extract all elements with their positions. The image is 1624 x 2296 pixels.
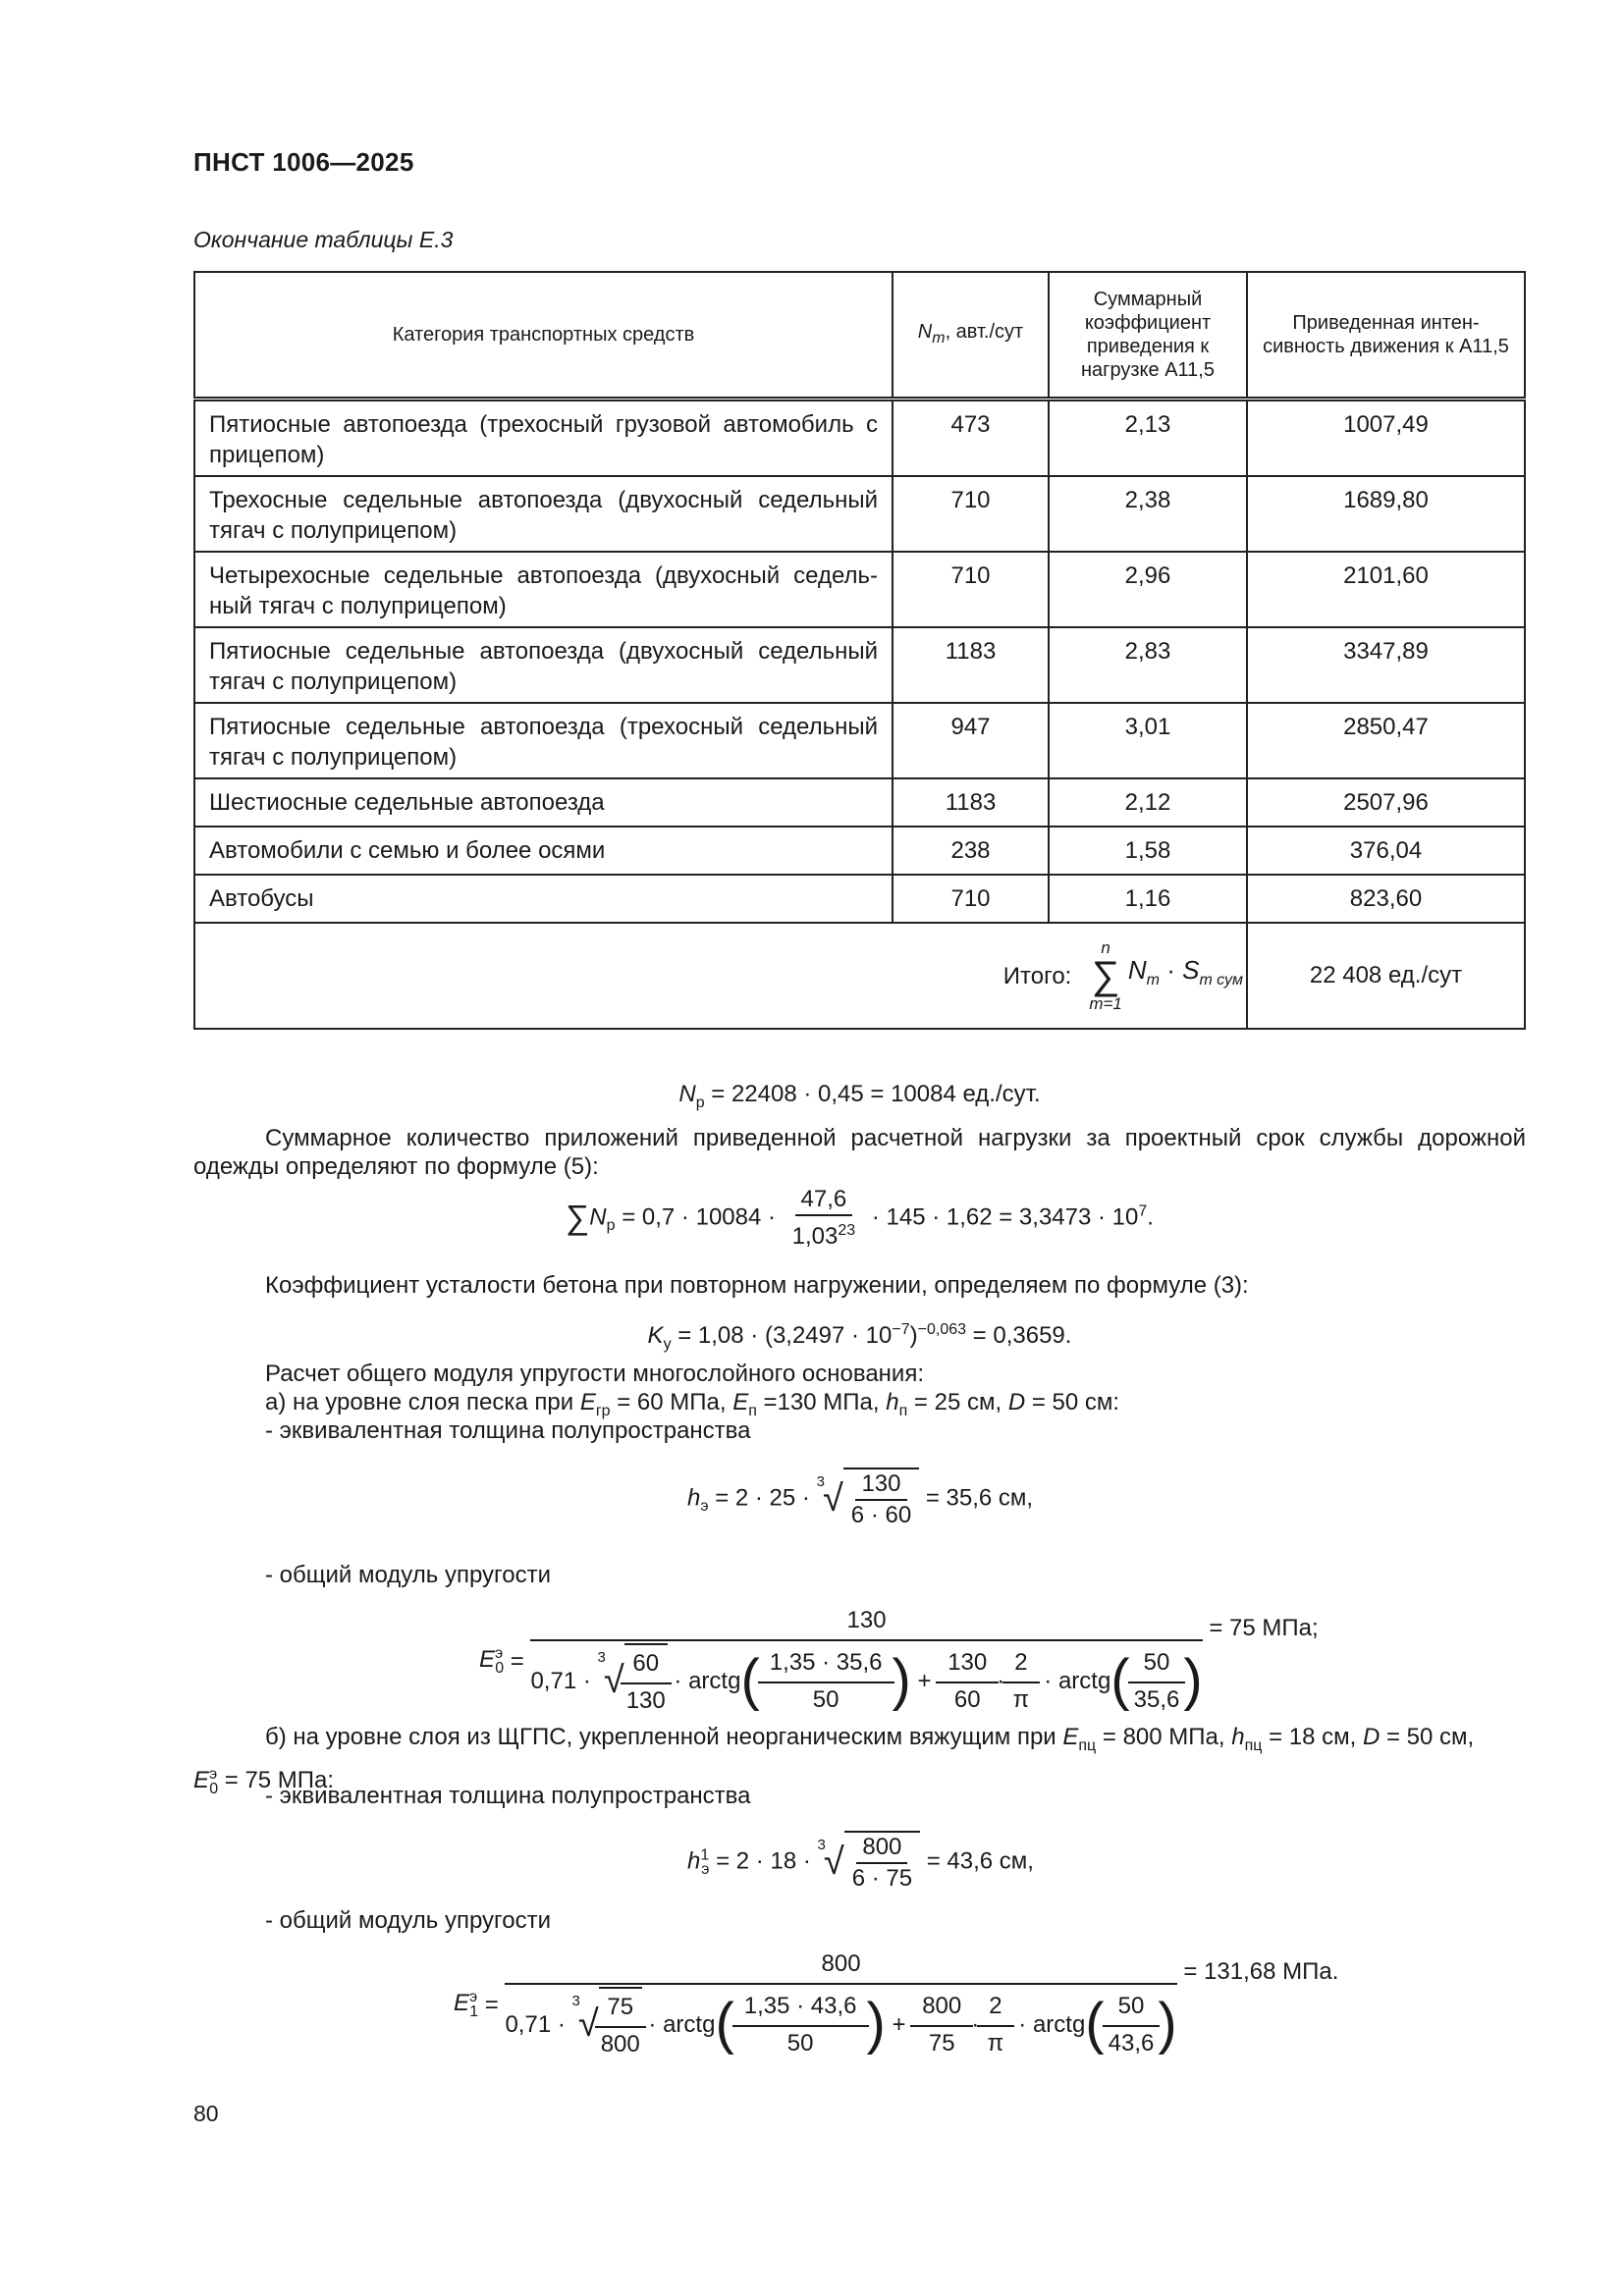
sum-term xyxy=(1128,955,1243,995)
h1-left: = 2 · 18 · xyxy=(709,1847,818,1875)
term-n: N xyxy=(1127,955,1147,986)
ky-mid: = 1,08 · (3,2497 · 10 xyxy=(671,1322,893,1349)
cell-intensity: 3347,89 xyxy=(1247,627,1525,703)
np-sub: р xyxy=(695,1094,705,1111)
e1-sub: 1 xyxy=(469,2002,479,2020)
cell-coef: 2,38 xyxy=(1049,476,1247,552)
cell-intensity: 1689,80 xyxy=(1247,476,1525,552)
paragraph-total-loads: Суммарное количество приложений приведенной расчетной нагрузки за проектный срок службы дорожной одежды определяют по формуле (5): xyxy=(193,1125,1526,1180)
sigma-icon: ∑ xyxy=(1091,954,1120,997)
fraction-numerator: 130 xyxy=(936,1644,999,1683)
root-index: 3 xyxy=(817,1837,826,1853)
table-row xyxy=(194,827,1525,875)
table-caption: Окончание таблицы Е.3 xyxy=(193,227,454,252)
sigma-icon: ∑ xyxy=(566,1199,590,1237)
layer-h: h xyxy=(1231,1724,1245,1750)
total-label: Итого: xyxy=(1002,962,1072,989)
sand-text-b: = 60 МПа, xyxy=(610,1389,733,1415)
e1-sup: э xyxy=(469,1989,478,2006)
left-paren-icon: ( xyxy=(740,1648,760,1712)
cell-coef: 3,01 xyxy=(1049,703,1247,778)
sand-text-a: а) на уровне слоя песка при xyxy=(265,1389,580,1415)
fraction-denominator: 130 xyxy=(625,1687,666,1714)
radical-icon: √ xyxy=(823,1842,844,1883)
right-paren-icon: ) xyxy=(1158,1992,1177,2056)
term-s: S xyxy=(1182,955,1200,986)
left-paren-icon: ( xyxy=(1085,1992,1105,2056)
sand-d: D xyxy=(1007,1389,1026,1415)
right-paren-icon: ) xyxy=(1183,1648,1203,1712)
term-dot: · xyxy=(1159,955,1183,986)
e1-result: = 131,68 МПа. xyxy=(1176,1958,1339,1985)
h-right: = 35,6 см, xyxy=(919,1484,1034,1512)
arctg-fraction xyxy=(1109,1988,1155,2060)
sand-text-c: =130 МПа, xyxy=(756,1389,887,1415)
header-nm xyxy=(893,272,1049,400)
layer-text-b: = 800 МПа, xyxy=(1096,1724,1232,1750)
layer-text-e: = 50 см, xyxy=(1380,1724,1475,1750)
fraction-denominator: 35,6 xyxy=(1133,1686,1180,1713)
cell-intensity: 2850,47 xyxy=(1247,703,1525,778)
paragraph-modulus: - общий модуль упругости xyxy=(265,1562,551,1588)
np-rest: = 22408 · 0,45 = 10084 ед./сут. xyxy=(704,1081,1041,1107)
cell-intensity: 376,04 xyxy=(1247,827,1525,875)
fraction-numerator: 50 xyxy=(1103,1988,1161,2027)
arctg-text: · arctg xyxy=(1037,1667,1111,1694)
layer-e-sub: пц xyxy=(1078,1736,1097,1754)
sum-np-equation xyxy=(193,1185,1526,1252)
sand-e1-sub: гр xyxy=(595,1402,611,1419)
sum-lower-limit: m=1 xyxy=(1089,994,1122,1013)
paragraph-equiv-thickness: - эквивалентная толщина полупространства xyxy=(265,1417,751,1444)
np-equation xyxy=(193,1080,1526,1117)
ratio-fraction xyxy=(942,1644,993,1717)
plus-sign: + xyxy=(910,1667,939,1694)
fraction-denominator: 50 xyxy=(786,2030,814,2056)
h1-sub: э xyxy=(701,1861,710,1879)
h-left: = 2 · 25 · xyxy=(708,1484,817,1512)
sum-np-left: = 0,7 · 10084 · xyxy=(615,1203,783,1231)
e0-fraction xyxy=(530,1602,1202,1720)
fraction-numerator: 2 xyxy=(977,1988,1013,2027)
pi-fraction xyxy=(983,1988,1007,2060)
layer-h-sub: пц xyxy=(1244,1736,1263,1754)
fraction-denominator: 800 xyxy=(600,2031,640,2057)
arctg-text: · arctg xyxy=(641,2010,716,2038)
ky-equation xyxy=(193,1315,1526,1359)
fraction-denominator: 6 · 75 xyxy=(851,1865,913,1892)
plus-sign: + xyxy=(885,2010,913,2038)
e0-result: = 75 МПа; xyxy=(1202,1615,1319,1641)
pi-fraction xyxy=(1008,1644,1033,1717)
layer-text-a: б) на уровне слоя из ЩГПС, укрепленной неорганическим вяжущим при xyxy=(265,1724,1063,1750)
e0-symbol xyxy=(479,1639,504,1682)
e0-sub: 0 xyxy=(495,1659,505,1677)
cell-nm: 473 xyxy=(893,400,1049,477)
cube-root xyxy=(572,1987,642,2061)
ky-symbol: K xyxy=(647,1322,664,1349)
left-paren-icon: ( xyxy=(715,1992,734,2056)
ky-exponent-1: −7 xyxy=(892,1321,910,1338)
sand-text-e: = 50 см: xyxy=(1025,1389,1120,1415)
table-row xyxy=(194,552,1525,627)
cell-coef: 1,58 xyxy=(1049,827,1247,875)
cell-intensity: 1007,49 xyxy=(1247,400,1525,477)
arctg-text: · arctg xyxy=(1011,2010,1086,2038)
coef-text: 0,71 · xyxy=(530,1667,598,1694)
cell-name: Четырехосные седельные автопоезда (двухосный седель- ный тягач с полуприцепом) xyxy=(194,552,893,627)
cell-coef: 2,13 xyxy=(1049,400,1247,477)
h1-sup: 1 xyxy=(700,1846,710,1864)
paragraph-modulus-calc: Расчет общего модуля упругости многослойного основания: xyxy=(265,1361,924,1387)
header-nm-symbol: N xyxy=(917,320,933,343)
sum-np-exponent: 7 xyxy=(1138,1202,1148,1220)
dot-sign: · xyxy=(997,1667,1005,1694)
e1-letter: E xyxy=(454,1990,470,2017)
radical-icon: √ xyxy=(603,1660,624,1701)
header-intensity: Приведенная интен- сивность движения к А11,5 xyxy=(1247,272,1525,400)
header-nm-unit: , авт./сут xyxy=(945,320,1024,343)
fraction-denominator: 6 · 60 xyxy=(850,1502,912,1528)
h-equation xyxy=(687,1468,1033,1530)
e0-letter: E xyxy=(479,1646,496,1674)
cell-coef: 2,12 xyxy=(1049,778,1247,827)
fraction-numerator: 800 xyxy=(856,1833,907,1864)
h1-symbol: h xyxy=(687,1847,701,1875)
fraction-numerator: 2 xyxy=(1002,1644,1039,1683)
cell-coef: 2,83 xyxy=(1049,627,1247,703)
term-n-sub: m xyxy=(1146,972,1160,989)
fraction-numerator: 1,35 · 35,6 xyxy=(758,1644,894,1683)
fraction-numerator: 50 xyxy=(1128,1644,1186,1683)
fraction-numerator: 800 xyxy=(910,1988,973,2027)
cell-name: Автомобили с семью и более осями xyxy=(194,827,893,875)
fraction-numerator: 47,6 xyxy=(795,1185,853,1216)
cell-name: Пятиосные седельные автопоезда (трехосный седельный тягач с полуприцепом) xyxy=(194,703,893,778)
root-index: 3 xyxy=(597,1649,606,1666)
e1-eq-sign: = xyxy=(478,1991,506,2018)
e1-numerator: 800 xyxy=(505,1946,1176,1985)
table-row xyxy=(194,778,1525,827)
e0-numerator: 130 xyxy=(530,1602,1202,1641)
fraction-denominator: π xyxy=(1012,1686,1030,1713)
radical-icon: √ xyxy=(822,1478,843,1520)
sand-h: h xyxy=(886,1389,899,1415)
cell-name: Пятиосные седельные автопоезда (двухосный седельный тягач с полуприцепом) xyxy=(194,627,893,703)
sum-operator xyxy=(1089,939,1122,1012)
cell-coef: 1,16 xyxy=(1049,875,1247,923)
dot-sign: · xyxy=(971,2010,980,2038)
total-formula-cell xyxy=(194,923,1247,1029)
e1-symbol xyxy=(454,1983,478,2026)
cell-nm: 710 xyxy=(893,875,1049,923)
e0-equation xyxy=(479,1602,1319,1720)
e0-denominator xyxy=(530,1641,1202,1720)
sum-upper-limit: n xyxy=(1101,938,1110,957)
cell-nm: 1183 xyxy=(893,627,1049,703)
sum-np-fraction xyxy=(786,1185,862,1252)
e0-eq-sign: = xyxy=(504,1647,531,1675)
table-row xyxy=(194,875,1525,923)
table-row xyxy=(194,703,1525,778)
coef-text: 0,71 · xyxy=(505,2010,572,2038)
e0-sup: э xyxy=(209,1765,218,1783)
h-symbol: h xyxy=(687,1484,701,1512)
cube-root xyxy=(818,1831,921,1894)
e0-letter: E xyxy=(193,1766,210,1793)
fraction-numerator: 60 xyxy=(621,1645,672,1684)
sand-h-sub: п xyxy=(898,1402,908,1419)
fraction-denominator: 75 xyxy=(928,2030,955,2056)
radical-icon: √ xyxy=(577,2003,599,2045)
ky-mid2: ) xyxy=(909,1322,918,1349)
table-row xyxy=(194,400,1525,477)
sum-np-symbol: N xyxy=(589,1203,607,1231)
cell-intensity: 823,60 xyxy=(1247,875,1525,923)
fraction-numerator: 75 xyxy=(595,1989,646,2028)
cell-name: Автобусы xyxy=(194,875,893,923)
cell-nm: 710 xyxy=(893,552,1049,627)
sand-e2: E xyxy=(732,1389,749,1415)
total-formula xyxy=(196,939,1245,1012)
cube-root xyxy=(598,1643,668,1718)
paragraph-fatigue: Коэффициент усталости бетона при повторном нагружении, определяем по формуле (3): xyxy=(265,1272,1249,1299)
arctg-fraction xyxy=(738,1988,863,2060)
table-total-row xyxy=(194,923,1525,1029)
right-paren-icon: ) xyxy=(892,1648,911,1712)
fraction-denominator: 50 xyxy=(812,1686,839,1713)
cell-name: Трехосные седельные автопоезда (двухосный седельный тягач с полуприцепом) xyxy=(194,476,893,552)
cube-root xyxy=(817,1468,920,1530)
fraction-denominator: π xyxy=(987,2030,1004,2056)
sand-e1: E xyxy=(579,1389,596,1415)
h1-right: = 43,6 см, xyxy=(920,1847,1034,1875)
e0-sub: 0 xyxy=(209,1780,219,1797)
cell-nm: 1183 xyxy=(893,778,1049,827)
header-category: Категория транспортных средств xyxy=(194,272,893,400)
ky-exponent-2: −0,063 xyxy=(917,1321,967,1338)
table-row xyxy=(194,476,1525,552)
document-header: ПНСТ 1006—2025 xyxy=(193,147,414,177)
root-index: 3 xyxy=(816,1473,825,1490)
arctg-fraction xyxy=(764,1644,889,1717)
cell-nm: 710 xyxy=(893,476,1049,552)
ratio-fraction xyxy=(916,1988,967,2060)
arctg-fraction xyxy=(1134,1644,1180,1717)
cell-nm: 947 xyxy=(893,703,1049,778)
term-s-sub: m сум xyxy=(1199,972,1243,989)
np-symbol: N xyxy=(678,1081,696,1107)
right-paren-icon: ) xyxy=(866,1992,886,2056)
den-base: 1,03 xyxy=(791,1223,839,1250)
left-paren-icon: ( xyxy=(1110,1648,1130,1712)
sand-e2-sub: п xyxy=(748,1402,757,1419)
cell-coef: 2,96 xyxy=(1049,552,1247,627)
total-value: 22 408 ед./сут xyxy=(1247,923,1525,1029)
e0-sup: э xyxy=(495,1645,504,1663)
e1-fraction xyxy=(505,1946,1176,2063)
paragraph-equiv-thickness-2: - эквивалентная толщина полупространства xyxy=(265,1783,751,1809)
sum-np-right: · 145 · 1,62 = 3,3473 · 10 xyxy=(865,1203,1139,1231)
layer-e: E xyxy=(1062,1724,1079,1750)
header-coef: Суммарный коэффициент приведения к нагрузке А11,5 xyxy=(1049,272,1247,400)
layer-d: D xyxy=(1362,1724,1380,1750)
cell-nm: 238 xyxy=(893,827,1049,875)
e1-denominator xyxy=(505,1985,1176,2063)
den-exponent: 23 xyxy=(838,1222,856,1239)
root-index: 3 xyxy=(571,1993,580,2009)
cell-name: Шестиосные седельные автопоезда xyxy=(194,778,893,827)
e1-equation xyxy=(454,1946,1338,2063)
arctg-text: · arctg xyxy=(667,1667,741,1694)
layer-text-c: = 18 см, xyxy=(1262,1724,1363,1750)
cell-intensity: 2101,60 xyxy=(1247,552,1525,627)
paragraph-modulus-2: - общий модуль упругости xyxy=(265,1907,551,1934)
sand-text-d: = 25 см, xyxy=(907,1389,1008,1415)
cell-intensity: 2507,96 xyxy=(1247,778,1525,827)
fraction-denominator: 43,6 xyxy=(1108,2030,1155,2056)
sum-np-end: . xyxy=(1147,1203,1154,1231)
header-nm-sub: m xyxy=(932,329,946,347)
fraction-denominator xyxy=(786,1216,862,1252)
sum-np-sub: р xyxy=(606,1217,616,1235)
ky-sub: у xyxy=(663,1335,672,1353)
h1-equation xyxy=(687,1831,1034,1894)
table-row xyxy=(194,627,1525,703)
e0-value-text: = 75 МПа: xyxy=(218,1766,335,1793)
ky-end: = 0,3659. xyxy=(966,1322,1072,1349)
h-sub: э xyxy=(700,1498,709,1516)
vehicle-table xyxy=(193,271,1526,1030)
fraction-numerator: 130 xyxy=(855,1469,906,1501)
cell-name: Пятиосные автопоезда (трехосный грузовой автомобиль с прицепом) xyxy=(194,400,893,477)
page-number: 80 xyxy=(193,2101,219,2126)
fraction-denominator: 60 xyxy=(953,1686,981,1713)
table-header-row xyxy=(194,272,1525,400)
fraction-numerator: 1,35 · 43,6 xyxy=(732,1988,869,2027)
